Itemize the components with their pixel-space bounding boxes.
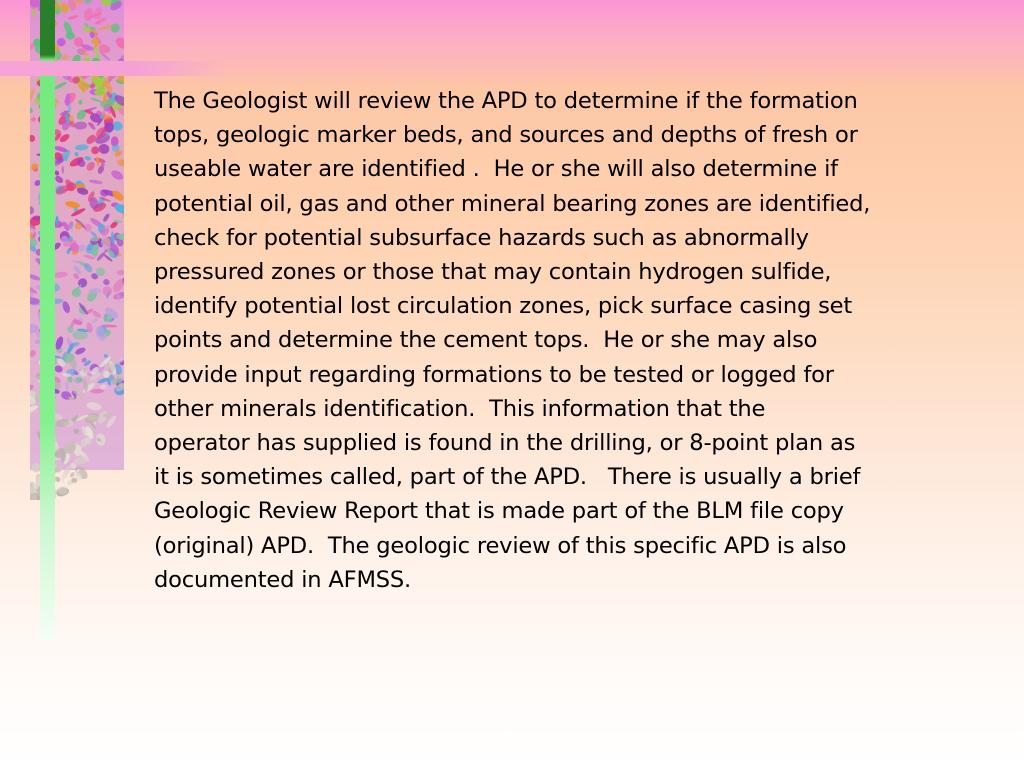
- horizontal-pink-bar: [0, 61, 230, 76]
- texture-blotch: [75, 152, 79, 156]
- vertical-green-bar: [40, 0, 55, 640]
- texture-blotch: [61, 4, 68, 13]
- slide-body-text: The Geologist will review the APD to determine if the formation tops, geologic marker beds, and sources and depths of fresh or useable water are identified . He or she will also determine if potential oil, gas and other mineral bearing zones are identified, check for potential subsurface hazards such as abnormally pressured zones or those that may contain hydrogen sulfide, identify potential lost circulation zones, pick surface casing set points and determine the cement tops. He or she may also provide input regarding formations to be tested or logged for other minerals identification. This information that the operator has supplied is found in the drilling, or 8-point plan as it is sometimes called, part of the APD. There is usually a brief Geologic Review Report that is made part of the BLM file copy (original) APD. The geologic review of this specific APD is also documented in AFMSS.: [154, 88, 871, 593]
- texture-blotch: [69, 471, 76, 478]
